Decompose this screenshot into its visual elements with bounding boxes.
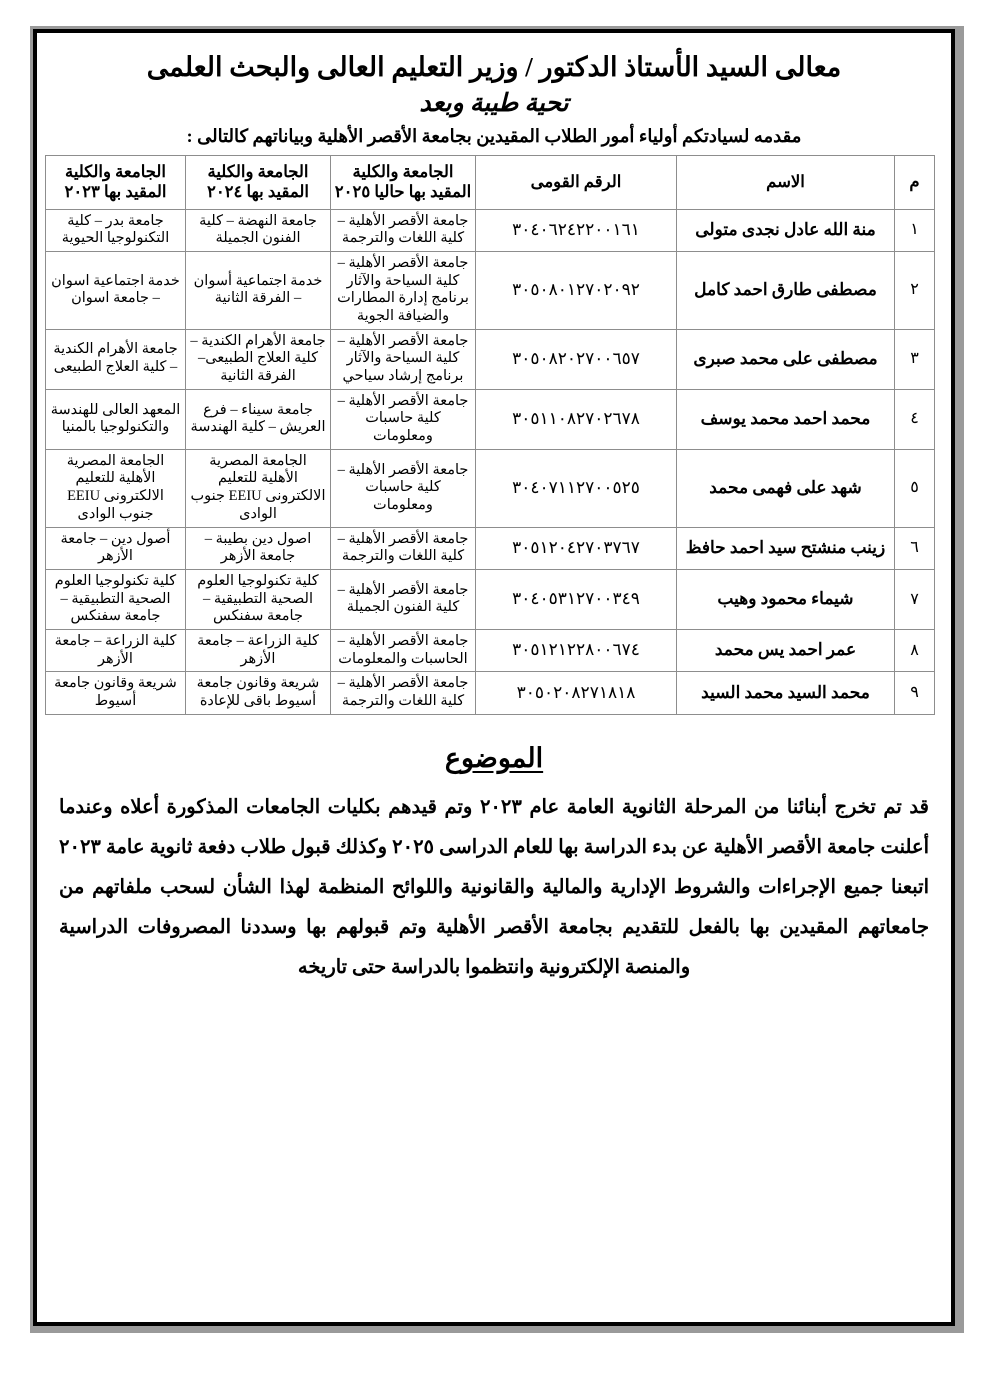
cell-year-2024: شريعة وقانون جامعة أسيوط باقى للإعادة	[186, 672, 331, 714]
table-row	[46, 209, 935, 251]
column-header-name: الاسم	[677, 156, 895, 209]
cell-current-2025: جامعة الأقصر الأهلية – كلية حاسبات ومعلومات	[331, 389, 476, 449]
cell-year-2024: جامعة النهضة – كلية الفنون الجميلة	[186, 209, 331, 251]
document-greeting: تحية طيبة وبعد	[419, 89, 569, 117]
table-row	[46, 672, 935, 714]
cell-index: ٦	[895, 527, 935, 569]
cell-name: شهد على فهمى محمد	[677, 449, 895, 527]
cell-current-2025: جامعة الأقصر الأهلية – كلية السياحة والآثار برنامج إدارة المطارات والضيافة الجوية	[331, 251, 476, 329]
subject-paragraph: قد تم تخرج أبنائنا من المرحلة الثانوية العامة عام ٢٠٢٣ وتم قيدهم بكليات الجامعات المذكورة أعلاه وعندما أعلنت جامعة الأقصر الأهلية عن بدء الدراسة بها للعام الدراسى ٢٠٢٥ وكذلك قبول طلاب دفعة ثانوية عامة ٢٠٢٣ اتبعنا جميع الإجراءات والشروط الإدارية والمالية والقانونية واللوائح المنظمة لهذا الشأن لسحب ملفاتهم من جامعاتهم المقيدين بها بالفعل للتقديم بجامعة الأقصر الأهلية وتم قبولهم بها وسددنا المصروفات الدراسية والمنصة الإلكترونية وانتظموا بالدراسة حتى تاريخه	[59, 796, 929, 978]
document-page	[33, 29, 955, 1326]
column-header-national-id: الرقم القومى	[476, 156, 677, 209]
cell-year-2023: الجامعة المصرية الأهلية للتعليم الالكترونى EEIU جنوب الوادى	[46, 449, 186, 527]
cell-year-2023: جامعة الأهرام الكندية – كلية العلاج الطبيعى	[46, 329, 186, 389]
document-title: معالى السيد الأستاذ الدكتور / وزير التعليم العالى والبحث العلمى	[146, 52, 842, 82]
table-row	[46, 527, 935, 569]
cell-current-2025: جامعة الأقصر الأهلية – كلية اللغات والترجمة	[331, 527, 476, 569]
cell-national-id: ٣٠٥١٢٠٤٢٧٠٣٧٦٧	[476, 527, 677, 569]
subject-body	[53, 788, 935, 988]
table-row	[46, 329, 935, 389]
cell-index: ٥	[895, 449, 935, 527]
cell-national-id: ٣٠٥٠٨٠١٢٧٠٢٠٩٢	[476, 251, 677, 329]
subject-heading: الموضوع	[444, 742, 544, 773]
page-content	[37, 33, 951, 1322]
students-table	[45, 155, 935, 714]
table-row	[46, 449, 935, 527]
table-row	[46, 569, 935, 629]
cell-national-id: ٣٠٤٠٥٣١٢٧٠٠٣٤٩	[476, 569, 677, 629]
cell-name: عمر احمد يس محمد	[677, 629, 895, 671]
cell-current-2025: جامعة الأقصر الأهلية – كلية حاسبات ومعلومات	[331, 449, 476, 527]
cell-year-2024: اصول دين بطيبة – جامعة الأزهر	[186, 527, 331, 569]
cell-name: محمد احمد محمد يوسف	[677, 389, 895, 449]
cell-index: ٩	[895, 672, 935, 714]
cell-index: ٣	[895, 329, 935, 389]
cell-year-2024: كلية تكنولوجيا العلوم الصحية التطبيقية – جامعة سفنكس	[186, 569, 331, 629]
table-header-row	[46, 156, 935, 209]
cell-index: ٧	[895, 569, 935, 629]
cell-national-id: ٣٠٥٠٨٢٠٢٧٠٠٦٥٧	[476, 329, 677, 389]
cell-current-2025: جامعة الأقصر الأهلية – كلية الفنون الجميلة	[331, 569, 476, 629]
cell-year-2023: المعهد العالى للهندسة والتكنولوجيا بالمنيا	[46, 389, 186, 449]
column-header-index: م	[895, 156, 935, 209]
cell-name: مصطفى طارق احمد كامل	[677, 251, 895, 329]
students-table-body	[46, 209, 935, 714]
column-header-current-2025: الجامعة والكلية المقيد بها حاليا ٢٠٢٥	[331, 156, 476, 209]
cell-year-2023: كلية الزراعة – جامعة الأزهر	[46, 629, 186, 671]
column-header-year-2024: الجامعة والكلية المقيد بها ٢٠٢٤	[186, 156, 331, 209]
cell-national-id: ٣٠٥١٢١٢٢٨٠٠٦٧٤	[476, 629, 677, 671]
cell-index: ٨	[895, 629, 935, 671]
cell-year-2023: جامعة بدر – كلية التكنولوجيا الحيوية	[46, 209, 186, 251]
cell-current-2025: جامعة الأقصر الأهلية – كلية اللغات والترجمة	[331, 672, 476, 714]
cell-index: ٤	[895, 389, 935, 449]
cell-year-2024: خدمة اجتماعية أسوان – الفرقة الثانية	[186, 251, 331, 329]
document-subtitle: مقدمه لسيادتكم أولياء أمور الطلاب المقيدين بجامعة الأقصر الأهلية وبياناتهم كالتالى :	[186, 125, 802, 146]
cell-index: ١	[895, 209, 935, 251]
cell-year-2023: شريعة وقانون جامعة أسيوط	[46, 672, 186, 714]
cell-year-2024: جامعة سيناء – فرع العريش – كلية الهندسة	[186, 389, 331, 449]
cell-year-2024: كلية الزراعة – جامعة الأزهر	[186, 629, 331, 671]
cell-name: زينب منشتح سيد احمد حافظ	[677, 527, 895, 569]
table-row	[46, 629, 935, 671]
cell-current-2025: جامعة الأقصر الأهلية – كلية السياحة والآثار برنامج إرشاد سياحي	[331, 329, 476, 389]
table-row	[46, 251, 935, 329]
cell-index: ٢	[895, 251, 935, 329]
cell-year-2024: جامعة الأهرام الكندية – كلية العلاج الطبيعى– الفرقة الثانية	[186, 329, 331, 389]
cell-name: مصطفى على محمد صبرى	[677, 329, 895, 389]
cell-year-2024: الجامعة المصرية الأهلية للتعليم الالكترونى EEIU جنوب الوادى	[186, 449, 331, 527]
cell-name: منة الله عادل نجدى متولى	[677, 209, 895, 251]
cell-national-id: ٣٠٥٠٢٠٨٢٧١٨١٨	[476, 672, 677, 714]
table-row	[46, 389, 935, 449]
cell-current-2025: جامعة الأقصر الأهلية – الحاسبات والمعلومات	[331, 629, 476, 671]
cell-year-2023: كلية تكنولوجيا العلوم الصحية التطبيقية – جامعة سفنكس	[46, 569, 186, 629]
cell-year-2023: أصول دين – جامعة الأزهر	[46, 527, 186, 569]
cell-name: شيماء محمود وهيب	[677, 569, 895, 629]
cell-national-id: ٣٠٥١١٠٨٢٧٠٢٦٧٨	[476, 389, 677, 449]
cell-national-id: ٣٠٤٠٦٢٤٢٢٠٠١٦١	[476, 209, 677, 251]
cell-name: محمد السيد محمد السيد	[677, 672, 895, 714]
cell-current-2025: جامعة الأقصر الأهلية – كلية اللغات والترجمة	[331, 209, 476, 251]
cell-year-2023: خدمة اجتماعية اسوان – جامعة اسوان	[46, 251, 186, 329]
cell-national-id: ٣٠٤٠٧١١٢٧٠٠٥٢٥	[476, 449, 677, 527]
column-header-year-2023: الجامعة والكلية المقيد بها ٢٠٢٣	[46, 156, 186, 209]
